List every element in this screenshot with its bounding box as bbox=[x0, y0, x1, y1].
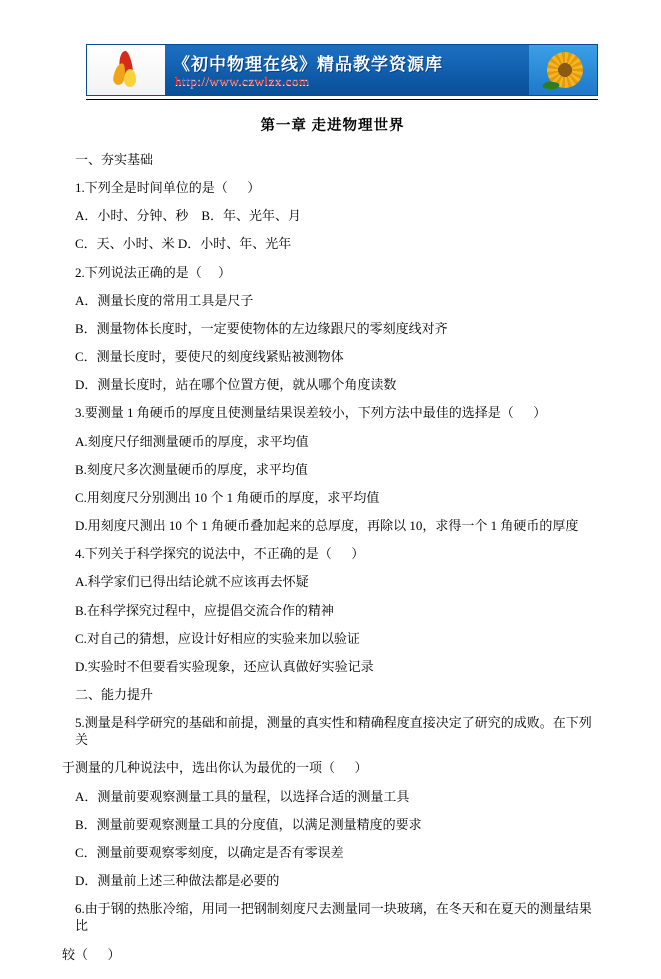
document-line: 5.测量是科学研究的基础和前提，测量的真实性和精确程度直接决定了研究的成败。在下列关 bbox=[75, 715, 592, 748]
document-line: D.用刻度尺测出 10 个 1 角硬币叠加起来的总厚度，再除以 10，求得一个 1 角硬币的厚度 bbox=[75, 518, 579, 534]
document-line: A．测量长度的常用工具是尺子 bbox=[75, 292, 254, 308]
document-line: B．测量物体长度时，一定要使物体的左边缘跟尺的零刻度线对齐 bbox=[75, 320, 448, 336]
document-line: C．测量前要观察零刻度，以确定是否有零误差 bbox=[75, 844, 344, 860]
document-line: 3.要测量 1 角硬币的厚度且使测量结果误差较小，下列方法中最佳的选择是（ ） bbox=[75, 405, 547, 421]
banner-title: 《初中物理在线》精品教学资源库 bbox=[173, 55, 443, 74]
document-line: C．测量长度时，要使尺的刻度线紧贴被测物体 bbox=[75, 349, 344, 365]
document-body bbox=[62, 114, 599, 963]
document-line: 2.下列说法正确的是（ ） bbox=[75, 264, 232, 280]
document-line: 二、能力提升 bbox=[75, 686, 154, 702]
document-line: A．小时、分钟、秒 B．年、光年、月 bbox=[75, 208, 302, 224]
document-line: 6.由于钢的热胀冷缩，用同一把钢制刻度尺去测量同一块玻璃，在冬天和在夏天的测量结果比 bbox=[75, 901, 592, 934]
document-line: 一、夯实基础 bbox=[75, 152, 154, 167]
document-line: 1.下列全是时间单位的是（ ） bbox=[75, 180, 261, 196]
document-line: D．测量长度时，站在哪个位置方便，就从哪个角度读数 bbox=[75, 377, 397, 393]
banner-divider bbox=[86, 99, 598, 100]
document-line: D.实验时不但要看实验现象，还应认真做好实验记录 bbox=[75, 658, 374, 674]
site-banner bbox=[86, 44, 598, 96]
document-line: A.科学家们已得出结论就不应该再去怀疑 bbox=[75, 574, 309, 590]
sunflower-icon bbox=[547, 52, 583, 88]
document-line: A．测量前要观察测量工具的量程，以选择合适的测量工具 bbox=[75, 788, 410, 804]
banner-decoration-area bbox=[529, 45, 597, 95]
document-line: C．天、小时、米 D．小时、年、光年 bbox=[75, 236, 292, 252]
document-line: C.对自己的猜想，应设计好相应的实验来加以验证 bbox=[75, 630, 360, 646]
document-line: B.在科学探究过程中，应提倡交流合作的精神 bbox=[75, 602, 334, 618]
document-line: 4.下列关于科学探究的说法中，不正确的是（ ） bbox=[75, 546, 365, 562]
document-line: B.刻度尺多次测量硬币的厚度，求平均值 bbox=[75, 461, 308, 477]
page-title: 第一章 走进物理世界 bbox=[260, 118, 405, 134]
document-line: B．测量前要观察测量工具的分度值，以满足测量精度的要求 bbox=[75, 816, 422, 832]
document-line: 较（ ） bbox=[62, 946, 121, 962]
document-line: D．测量前上述三种做法都是必要的 bbox=[75, 873, 280, 889]
flame-logo-icon bbox=[113, 51, 139, 89]
question-list bbox=[62, 151, 599, 963]
banner-logo-area bbox=[87, 45, 165, 95]
banner-url[interactable]: http://www.czwlzx.com bbox=[175, 73, 310, 88]
document-line: 于测量的几种说法中，选出你认为最优的一项（ ） bbox=[62, 760, 368, 776]
document-page bbox=[0, 44, 661, 979]
document-line: C.用刻度尺分别测出 10 个 1 角硬币的厚度，求平均值 bbox=[75, 489, 380, 505]
document-line: A.刻度尺仔细测量硬币的厚度，求平均值 bbox=[75, 433, 309, 449]
